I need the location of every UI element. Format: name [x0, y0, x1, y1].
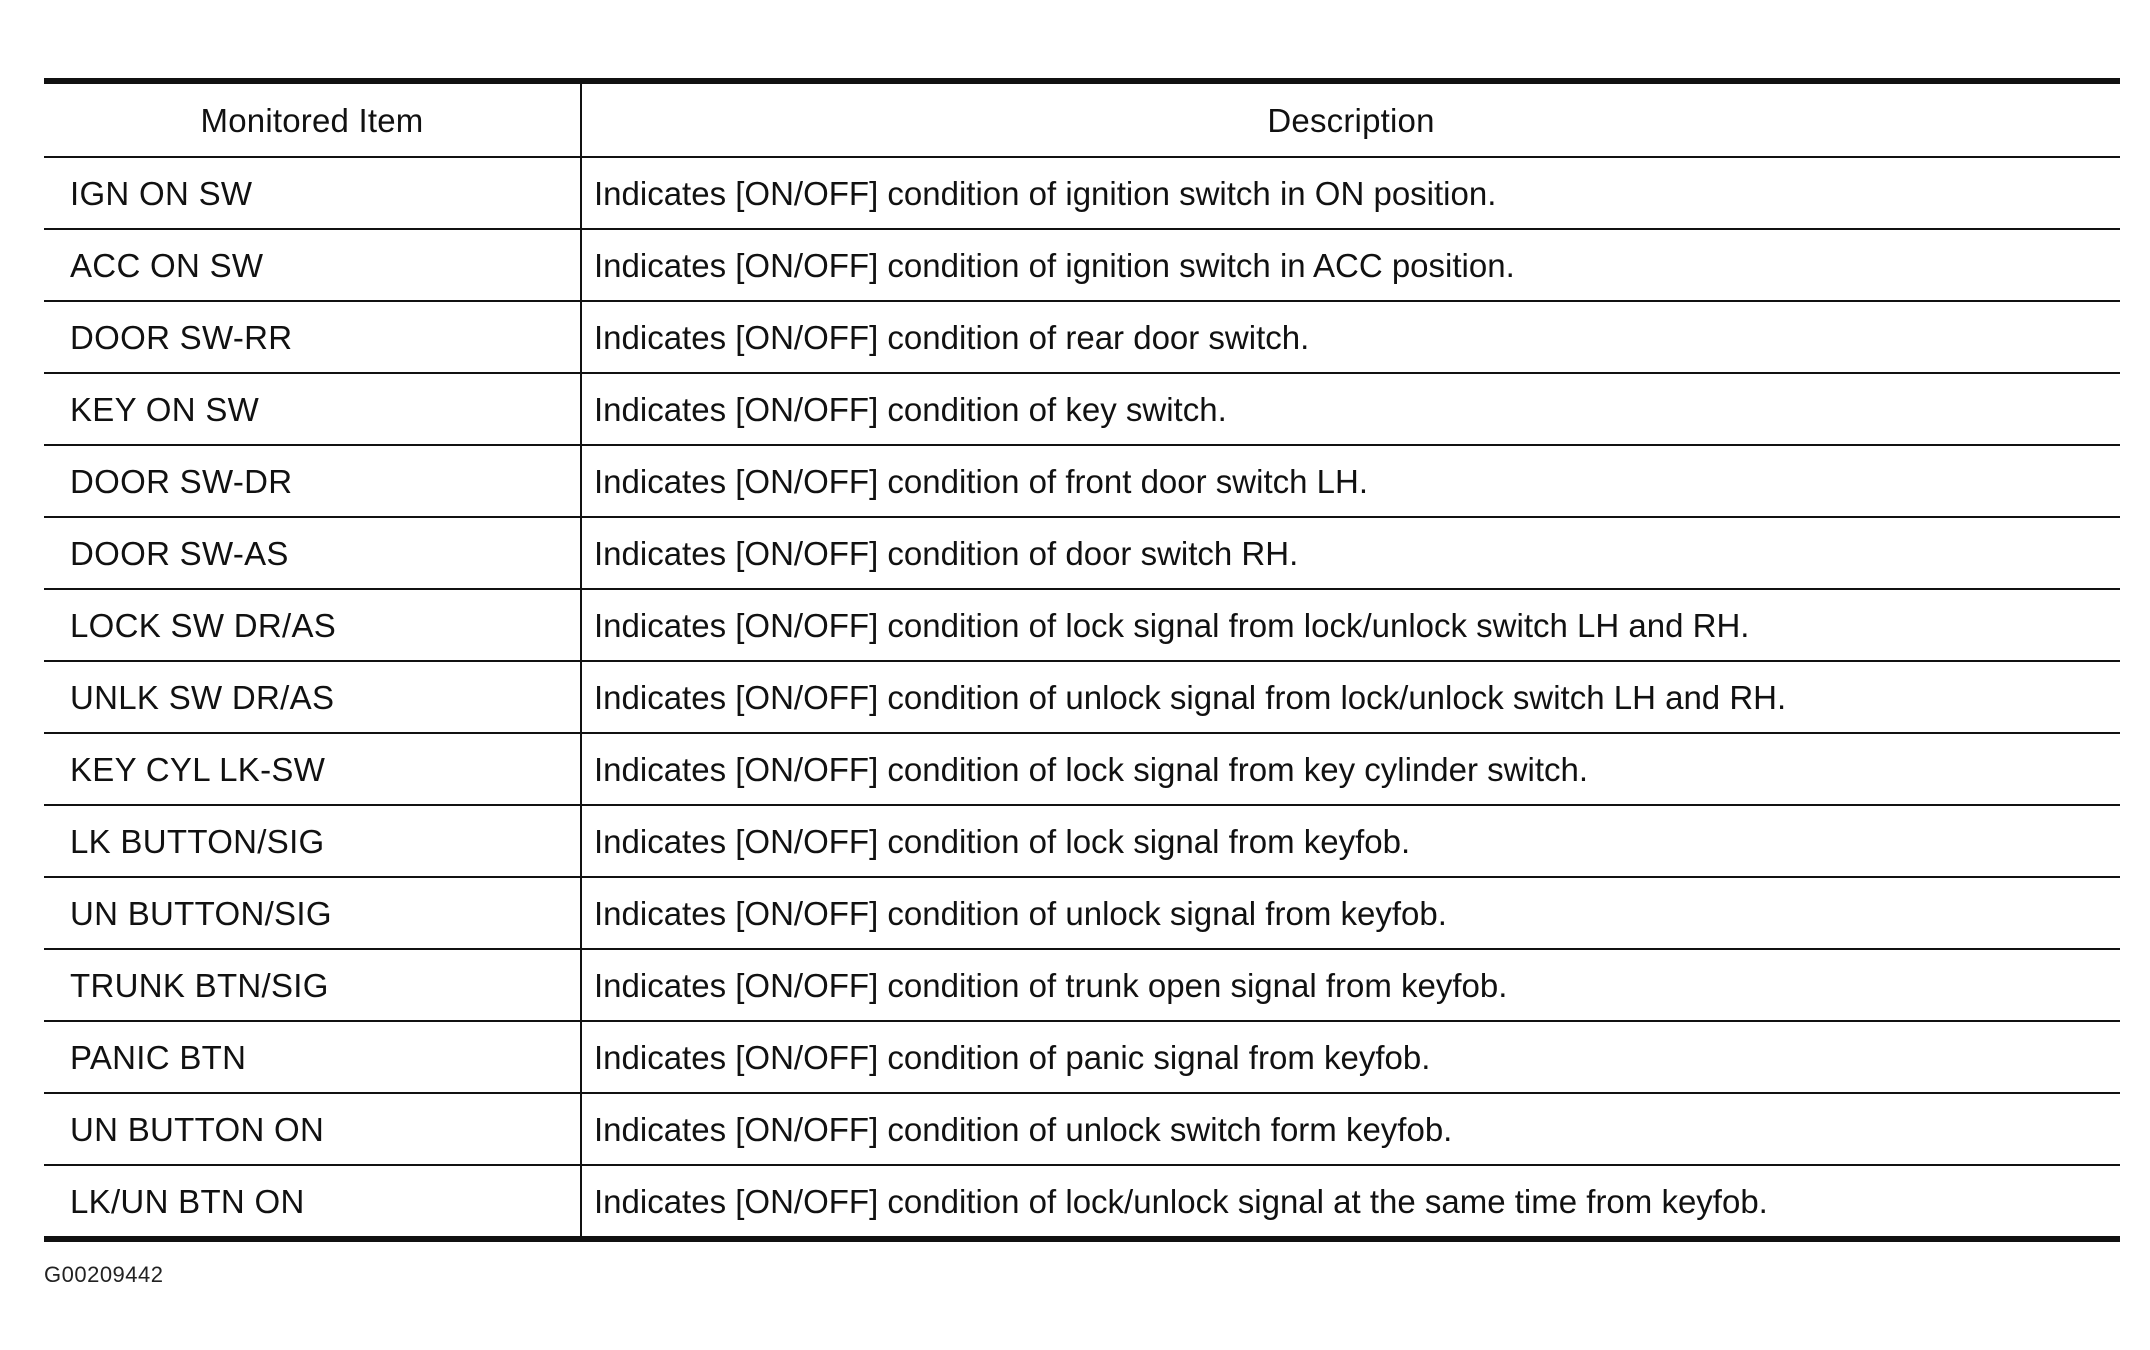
description-cell: Indicates [ON/OFF] condition of lock signal from key cylinder switch. — [581, 733, 2120, 805]
monitored-item-cell: LK BUTTON/SIG — [44, 805, 581, 877]
monitored-items-table — [44, 78, 2120, 1242]
description-cell: Indicates [ON/OFF] condition of lock signal from keyfob. — [581, 805, 2120, 877]
table-row — [44, 733, 2120, 805]
monitored-item-cell: DOOR SW-RR — [44, 301, 581, 373]
monitored-item-cell: UNLK SW DR/AS — [44, 661, 581, 733]
table-row — [44, 301, 2120, 373]
table-row — [44, 445, 2120, 517]
table-row — [44, 373, 2120, 445]
monitored-item-cell: KEY CYL LK-SW — [44, 733, 581, 805]
column-header-description: Description — [581, 81, 2120, 157]
monitored-item-cell: LOCK SW DR/AS — [44, 589, 581, 661]
monitored-item-cell: UN BUTTON/SIG — [44, 877, 581, 949]
table-row — [44, 229, 2120, 301]
monitored-item-cell: TRUNK BTN/SIG — [44, 949, 581, 1021]
table-row — [44, 1165, 2120, 1239]
monitored-item-cell: UN BUTTON ON — [44, 1093, 581, 1165]
description-cell: Indicates [ON/OFF] condition of panic signal from keyfob. — [581, 1021, 2120, 1093]
table-row — [44, 517, 2120, 589]
monitored-item-cell: DOOR SW-DR — [44, 445, 581, 517]
description-cell: Indicates [ON/OFF] condition of door switch RH. — [581, 517, 2120, 589]
monitored-item-cell: PANIC BTN — [44, 1021, 581, 1093]
monitored-item-cell: DOOR SW-AS — [44, 517, 581, 589]
description-cell: Indicates [ON/OFF] condition of unlock switch form keyfob. — [581, 1093, 2120, 1165]
description-cell: Indicates [ON/OFF] condition of unlock signal from lock/unlock switch LH and RH. — [581, 661, 2120, 733]
table-row — [44, 877, 2120, 949]
figure-id: G00209442 — [44, 1262, 164, 1287]
description-cell: Indicates [ON/OFF] condition of lock/unlock signal at the same time from keyfob. — [594, 1182, 1768, 1220]
table-header-row — [44, 81, 2120, 157]
table-row — [44, 661, 2120, 733]
table-row — [44, 589, 2120, 661]
table-row — [44, 157, 2120, 229]
description-cell: Indicates [ON/OFF] condition of ignition switch in ON position. — [581, 157, 2120, 229]
monitored-item-cell: ACC ON SW — [44, 229, 581, 301]
column-header-monitored-item: Monitored Item — [44, 81, 581, 157]
description-cell: Indicates [ON/OFF] condition of key switch. — [581, 373, 2120, 445]
table-row — [44, 949, 2120, 1021]
table-row — [44, 805, 2120, 877]
description-cell: Indicates [ON/OFF] condition of rear door switch. — [581, 301, 2120, 373]
monitored-item-cell: KEY ON SW — [44, 373, 581, 445]
description-cell: Indicates [ON/OFF] condition of ignition switch in ACC position. — [581, 229, 2120, 301]
table-row — [44, 1021, 2120, 1093]
description-cell: Indicates [ON/OFF] condition of front door switch LH. — [581, 445, 2120, 517]
description-cell: Indicates [ON/OFF] condition of lock signal from lock/unlock switch LH and RH. — [581, 589, 2120, 661]
description-cell: Indicates [ON/OFF] condition of unlock signal from keyfob. — [581, 877, 2120, 949]
monitored-item-cell: LK/UN BTN ON — [44, 1165, 581, 1239]
table-row — [44, 1093, 2120, 1165]
monitored-item-cell: IGN ON SW — [44, 157, 581, 229]
description-cell: Indicates [ON/OFF] condition of trunk open signal from keyfob. — [581, 949, 2120, 1021]
